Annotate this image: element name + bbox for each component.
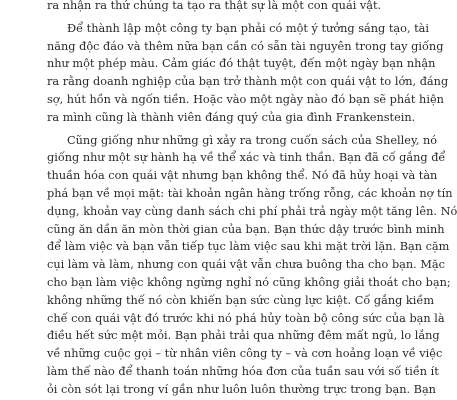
- body-text: [47, 0, 457, 399]
- text-line: cho bạn làm việc không ngừng nghỉ nó cũng không giải thoát cho bạn;: [47, 275, 451, 289]
- text-line: chế con quái vật đó trước khi nó phá hủy toàn bộ công sức của bạn là: [47, 311, 445, 325]
- text-line: về những cuộc gọi – từ nhân viên công ty – và cơn hoảng loạn về việc: [47, 347, 443, 361]
- text-line: ỏi còn sót lại trong ví gần như luôn luôn thường trực trong bạn. Bạn: [47, 382, 436, 396]
- text-line: điều hết sức mệt mỏi. Bạn phải trải qua những đêm mất ngủ, lo lắng: [47, 329, 440, 343]
- paragraph: [47, 0, 382, 15]
- text-line: phá bạn về mọi mặt: tài khoản ngân hàng trống rỗng, các khoản nợ tín: [47, 186, 453, 200]
- text-line: Để thành lập một công ty bạn phải có một ý tưởng sáng tạo, tài: [67, 21, 430, 35]
- text-line: ra mình cũng là thành viên đáng quý của gia đình Frankenstein.: [47, 110, 416, 124]
- text-line: thuần hóa con quái vật nhưng bạn không thể. Nó đã hủy hoại và tàn: [47, 169, 438, 183]
- text-line: Cũng giống như những gì xảy ra trong cuốn sách của Shelley, nó: [67, 133, 438, 147]
- text-line: ra nhận ra thứ chúng ta tạo ra thật sự là một con quái vật.: [47, 0, 382, 12]
- text-line: dụng, khoản vay cùng danh sách chi phí phải trả ngày một tăng lên. Nó: [47, 204, 457, 218]
- paragraph: [47, 20, 449, 127]
- text-line: cụi làm và làm, nhưng con quái vật vẫn chưa buông tha cho bạn. Mặc: [47, 258, 445, 272]
- text-line: làm thế nào để thanh toán những hóa đơn của tuần sau với số tiền ít: [47, 364, 439, 378]
- text-line: sợ, hút hồn và ngốn tiền. Hoặc vào một ngày nào đó bạn sẽ phát hiện: [47, 92, 444, 106]
- text-line: như một phép màu. Cảm giác đó thật tuyệt, đến một ngày bạn nhận: [47, 57, 436, 71]
- text-line: năng độc đáo và thêm nữa bạn cần có sẵn tài nguyên trong tay giống: [47, 39, 444, 53]
- text-line: không những thế nó còn khiến bạn sức cùng lực kiệt. Cố gắng kiềm: [47, 293, 435, 307]
- paragraph: [47, 132, 457, 399]
- text-line: để làm việc và bạn vẫn tiếp tục làm việc sau khi mặt trời lặn. Bạn cặm: [47, 240, 450, 254]
- text-line: giống như một sự hành hạ về thể xác và tinh thần. Bạn đã cố gắng để: [47, 151, 446, 165]
- text-line: ra rằng doanh nghiệp của bạn trở thành một con quái vật to lớn, đáng: [47, 75, 449, 89]
- text-line: cũng ăn dần ăn mòn thời gian của bạn. Bạn thức dậy trước bình minh: [47, 222, 445, 236]
